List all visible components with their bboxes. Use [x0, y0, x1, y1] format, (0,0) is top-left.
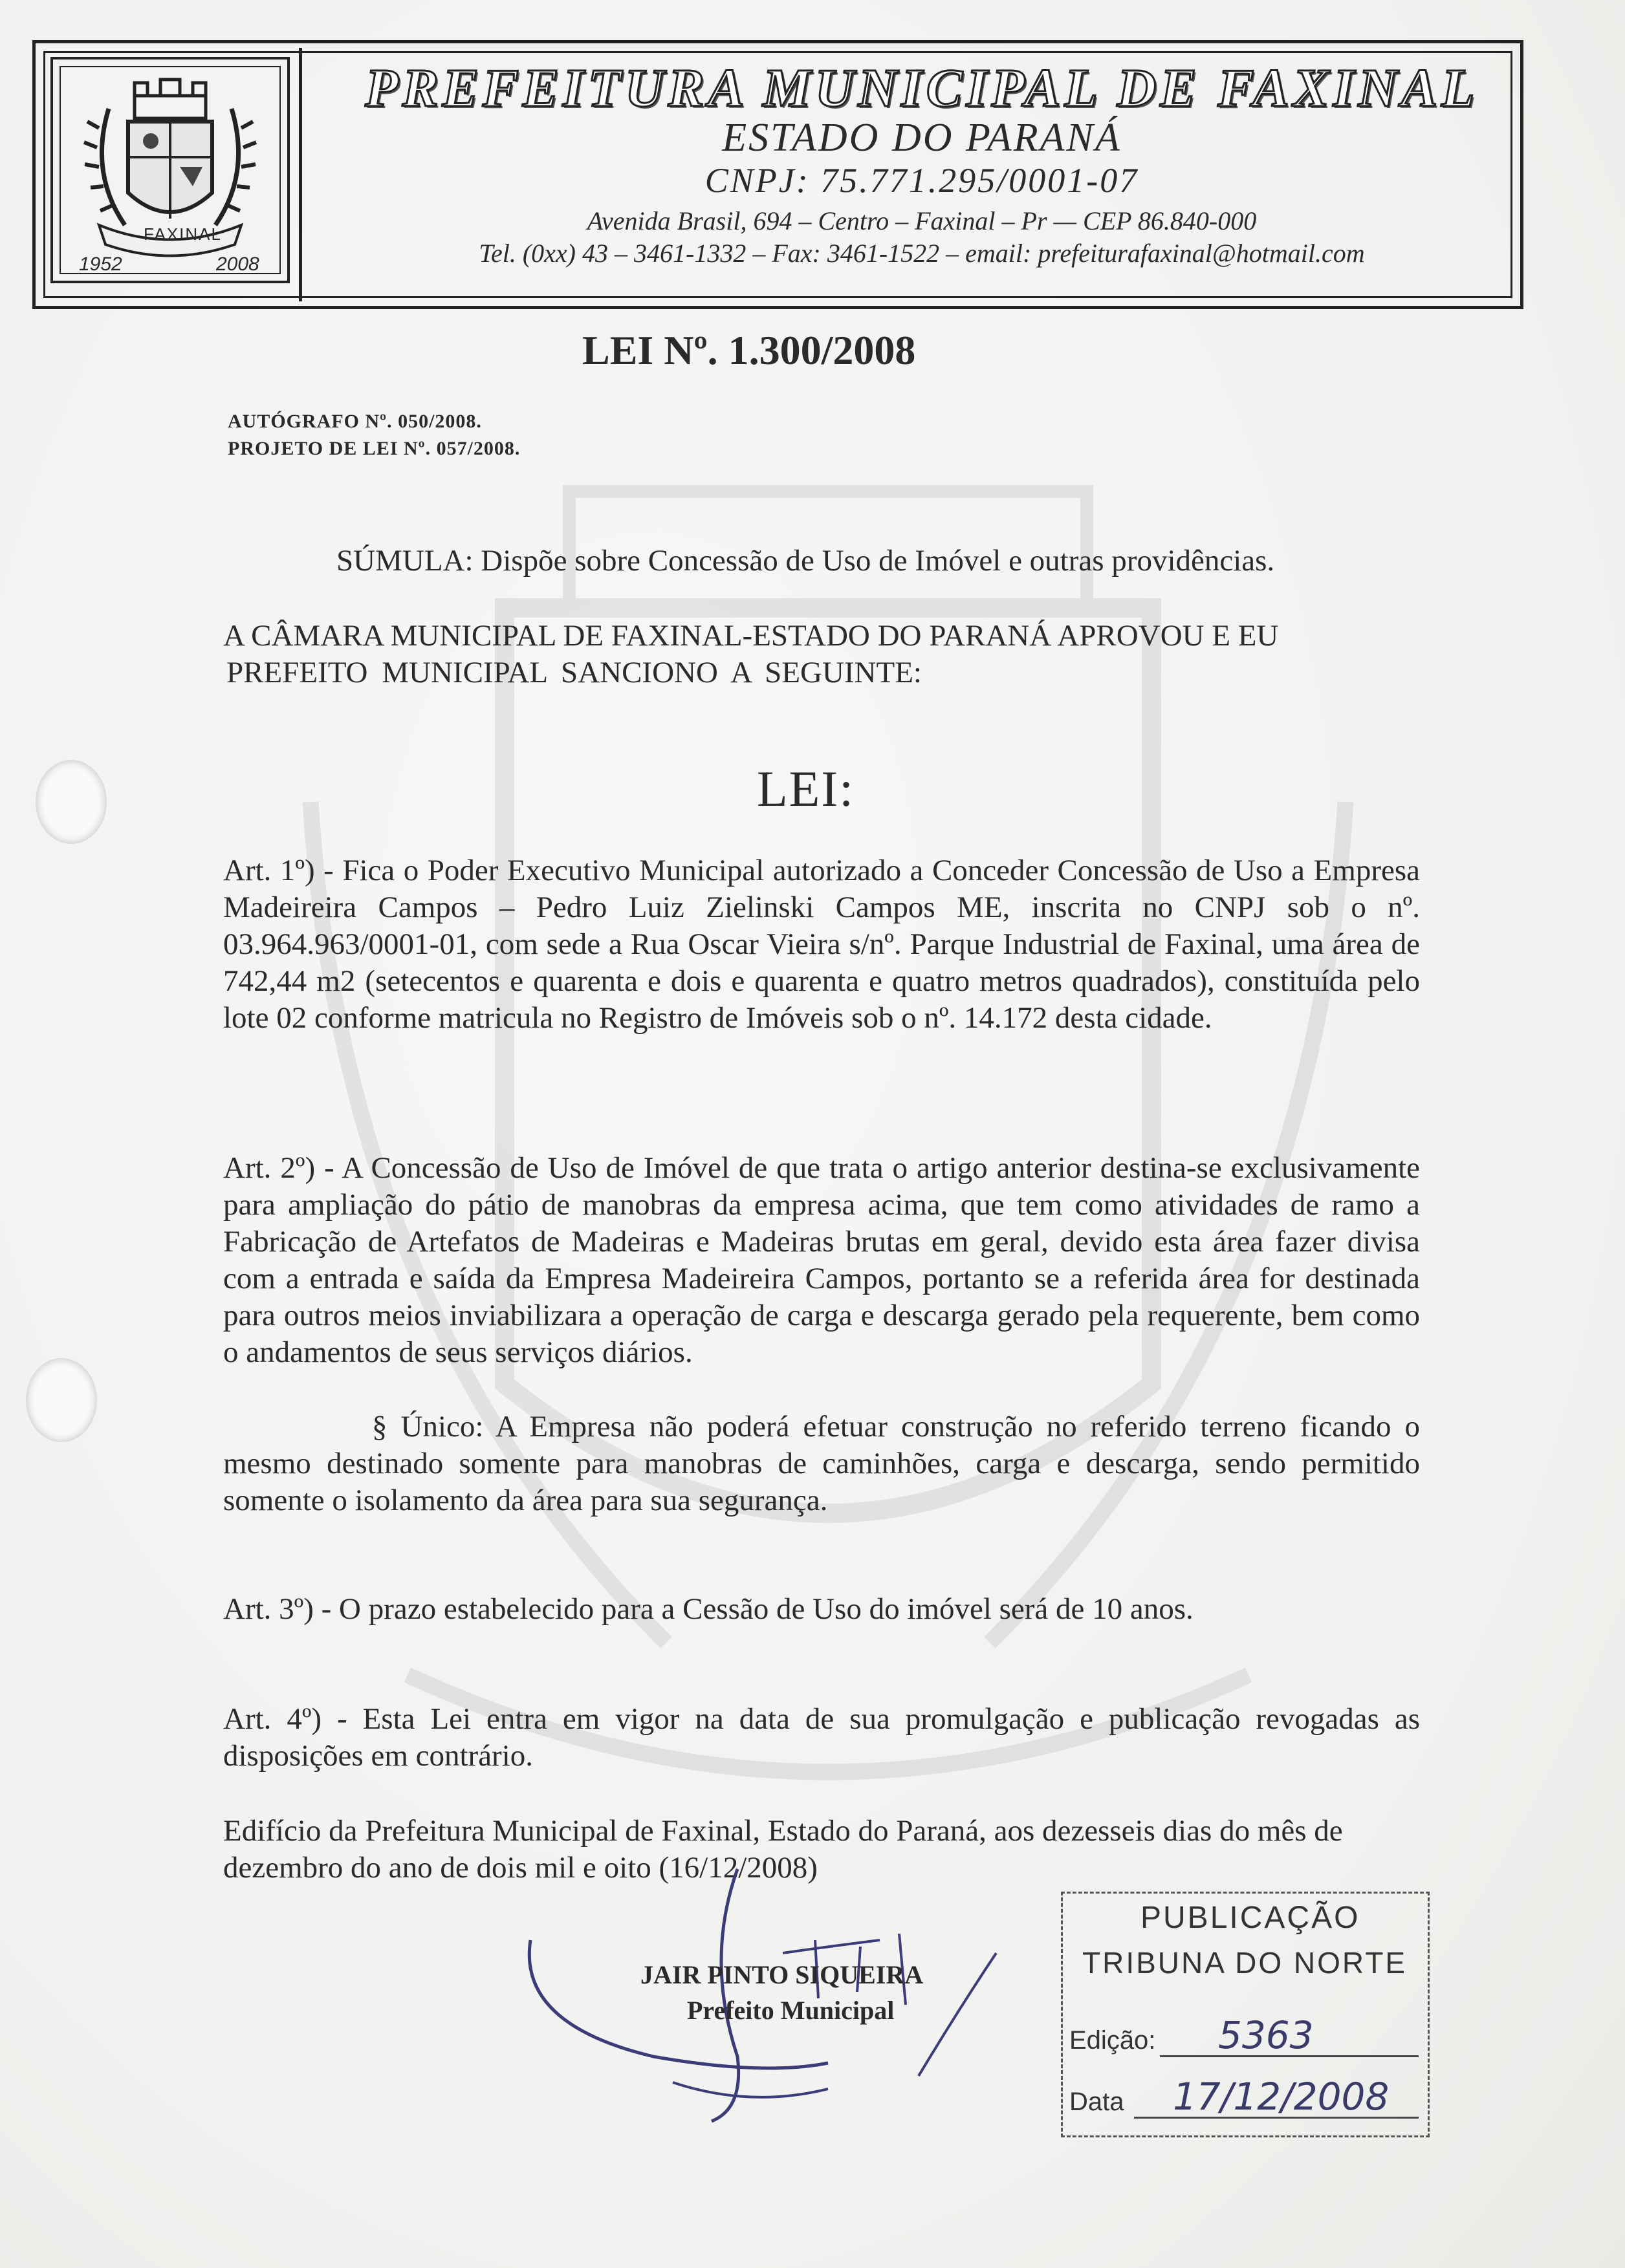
stamp-line-newspaper: TRIBUNA DO NORTE: [1082, 1946, 1408, 1980]
article-1: Art. 1º) - Fica o Poder Executivo Municipal autorizado a Conceder Concessão de Uso a Empresa Madeireira Campos – Pedro Luiz Zielinski Campos ME, inscrita no CNPJ sob o nº. 03.964.963/0001-01, com sede a Rua Oscar Vieira s/nº. Parque Industrial de Faxinal, uma área de 742,44 m2 (setecentos e quarenta e dois e quarenta e quatro metros quadrados), constituída pelo lote 02 conforme matricula no Registro de Imóveis sob o nº. 14.172 desta cidade.: [223, 854, 1420, 1035]
article-3: Art. 3º) - O prazo estabelecido para a Cessão de Uso do imóvel será de 10 anos.: [223, 1592, 1194, 1626]
letterhead-contact: Tel. (0xx) 43 – 3461-1332 – Fax: 3461-1522 – email: prefeiturafaxinal@hotmail.com: [479, 239, 1365, 268]
crest-ribbon-text: FAXINAL: [144, 224, 222, 244]
signatory-name: JAIR PINTO SIQUEIRA: [640, 1960, 924, 1989]
preamble-line-2: PREFEITO MUNICIPAL SANCIONO A SEGUINTE:: [226, 656, 922, 689]
letterhead-cnpj: CNPJ: 75.771.295/0001-07: [704, 161, 1139, 200]
stamp-line-publicacao: PUBLICAÇÃO: [1140, 1901, 1360, 1935]
letterhead-address: Avenida Brasil, 694 – Centro – Faxinal – Pr — CEP 86.840-000: [587, 206, 1257, 235]
signatory-role: Prefeito Municipal: [687, 1996, 895, 2025]
publication-stamp: [1061, 1892, 1430, 2137]
crest-frame: [50, 57, 290, 283]
sumula: SÚMULA: Dispõe sobre Concessão de Uso de Imóvel e outras providências.: [336, 544, 1275, 578]
stamp-edition-label: Edição:: [1069, 2026, 1156, 2055]
punch-hole: [36, 760, 107, 844]
law-title: LEI Nº. 1.300/2008: [582, 327, 916, 373]
stamp-date-label: Data: [1069, 2088, 1124, 2116]
crest-year-right: 2008: [216, 254, 259, 275]
article-4: Art. 4º) - Esta Lei entra em vigor na data de sua promulgação e publicação revogadas as disposições em contrário.: [223, 1702, 1420, 1773]
letterhead-state: ESTADO DO PARANÁ: [722, 116, 1122, 160]
punch-hole: [26, 1358, 97, 1442]
closing-statement: Edifício da Prefeitura Municipal de Faxinal, Estado do Paraná, aos dezesseis dias do mês de dezembro do ano de dois mil e oito (16/12/2008): [223, 1814, 1343, 1885]
autografo-number: AUTÓGRAFO Nº. 050/2008.: [228, 411, 482, 432]
letterhead-divider: [299, 48, 302, 301]
projeto-number: PROJETO DE LEI Nº. 057/2008.: [228, 438, 521, 459]
stamp-date-value: 17/12/2008: [1173, 2075, 1390, 2119]
preamble-line-1: A CÂMARA MUNICIPAL DE FAXINAL-ESTADO DO PARANÁ APROVOU E EU: [223, 619, 1279, 653]
stamp-edition-value: 5363: [1218, 2013, 1314, 2057]
article-2: Art. 2º) - A Concessão de Uso de Imóvel de que trata o artigo anterior destina-se exclusivamente para ampliação do pátio de manobras da empresa acima, que tem como atividades de ramo a Fabricação de Artefatos de Madeiras e Madeiras brutas em geral, devido esta área fazer divisa com a entrada e saída da Empresa Madeireira Campos, portanto se a referida área for destinada para outros meios inviabilizara a operação de carga e descarga gerado pela requerente, bem como o andamentos de seus serviços diários.: [223, 1151, 1420, 1369]
letterhead-title: PREFEITURA MUNICIPAL DE FAXINAL: [365, 58, 1479, 118]
paragrafo-unico: § Único: A Empresa não poderá efetuar construção no referido terreno ficando o mesmo destinado somente para manobras de caminhões, carga e descarga, sendo permitido somente o isolamento da área para sua segurança.: [223, 1410, 1420, 1517]
law-heading: LEI:: [757, 761, 855, 817]
crest-year-left: 1952: [79, 254, 122, 275]
